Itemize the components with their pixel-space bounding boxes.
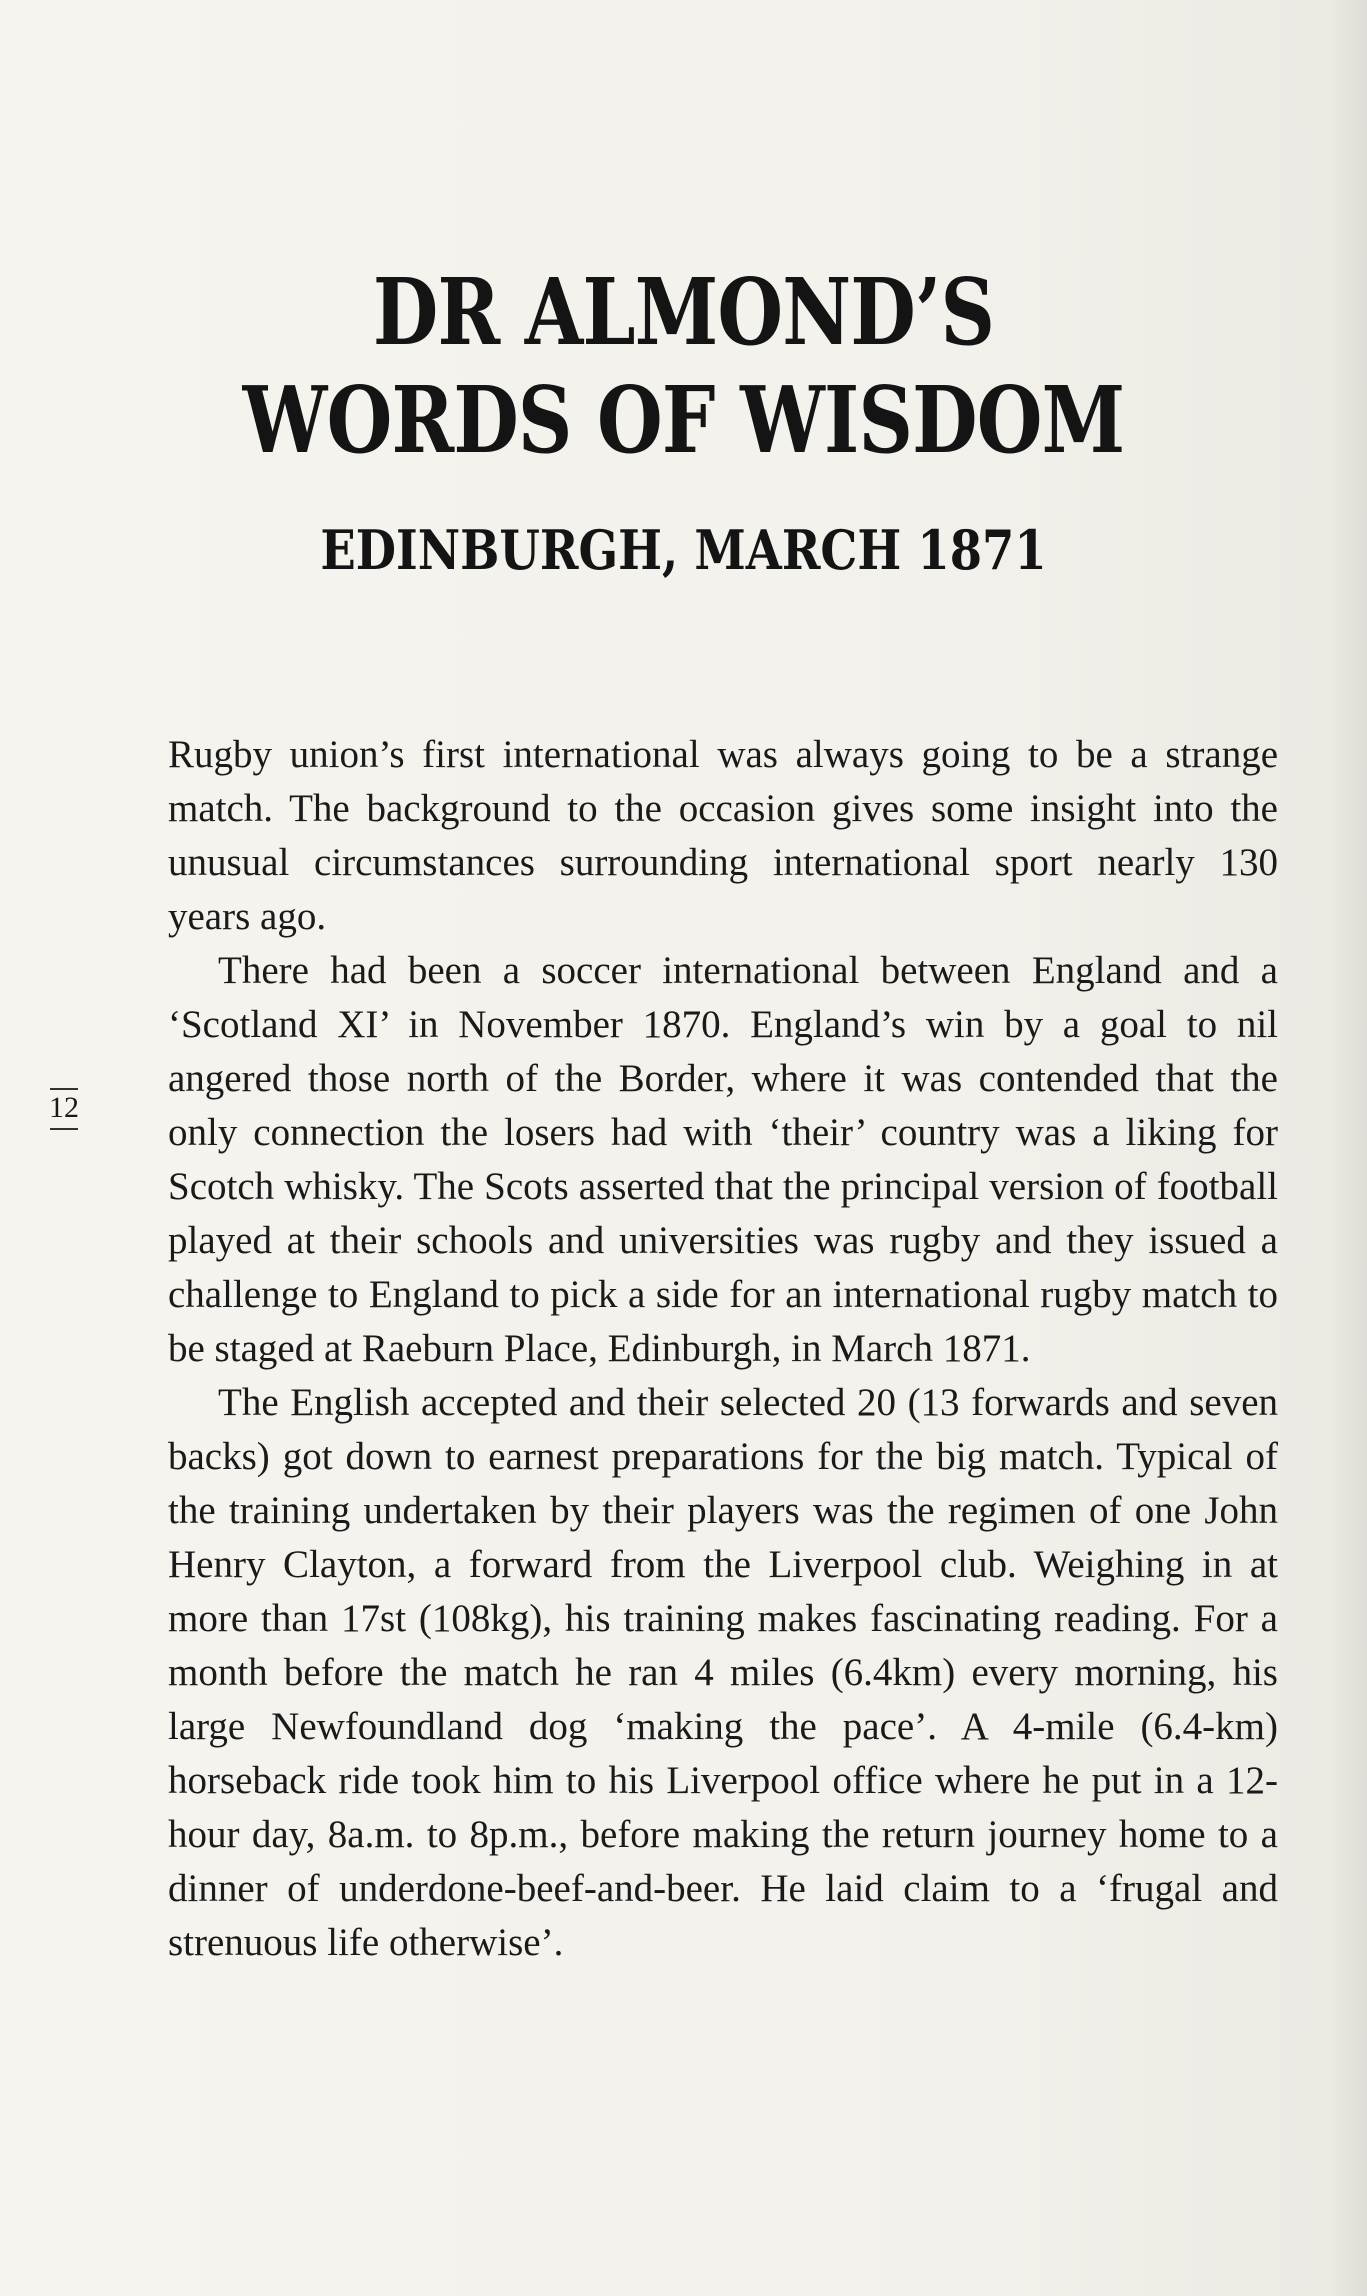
- body-text: [168, 728, 1278, 1970]
- page-number: 12: [49, 1091, 79, 1124]
- chapter-title-line-1: DR ALMOND’S: [372, 258, 995, 366]
- page-number-rule-bottom: [50, 1128, 78, 1130]
- page-edge-shadow: [1327, 0, 1367, 2296]
- chapter-subtitle: EDINBURGH, MARCH 1871: [320, 518, 1047, 582]
- paragraph: The English accepted and their selected 20 (13 forwards and seven backs) got down to earnest preparations for the big match. Typical of the training undertaken by their players was the regimen of one John Henry Clayton, a forward from the Liverpool club. Weighing in at more than 17st (108kg), his training makes fascinating reading. For a month before the match he ran 4 miles (6.4km) every morning, his large Newfoundland dog ‘making the pace’. A 4-mile (6.4-km) horseback ride took him to his Liverpool office where he put in a 12-hour day, 8a.m. to 8p.m., before making the return journey home to a dinner of underdone-beef-and-beer. He laid claim to a ‘frugal and strenuous life otherwise’.: [168, 1381, 1278, 1964]
- chapter-title-line-2: WORDS OF WISDOM: [242, 366, 1125, 474]
- paragraph: There had been a soccer international between England and a ‘Scotland XI’ in November 1870. England’s win by a goal to nil angered those north of the Border, where it was contended that the only connection the losers had with ‘their’ country was a liking for Scotch whisky. The Scots asserted that the principal version of football played at their schools and universities was rugby and they issued a challenge to England to pick a side for an international rugby match to be staged at Raeburn Place, Edinburgh, in March 1871.: [168, 949, 1278, 1370]
- paragraph: Rugby union’s first international was always going to be a strange match. The background to the occasion gives some insight into the unusual circumstances surrounding international sport nearly 130 years ago.: [168, 733, 1278, 938]
